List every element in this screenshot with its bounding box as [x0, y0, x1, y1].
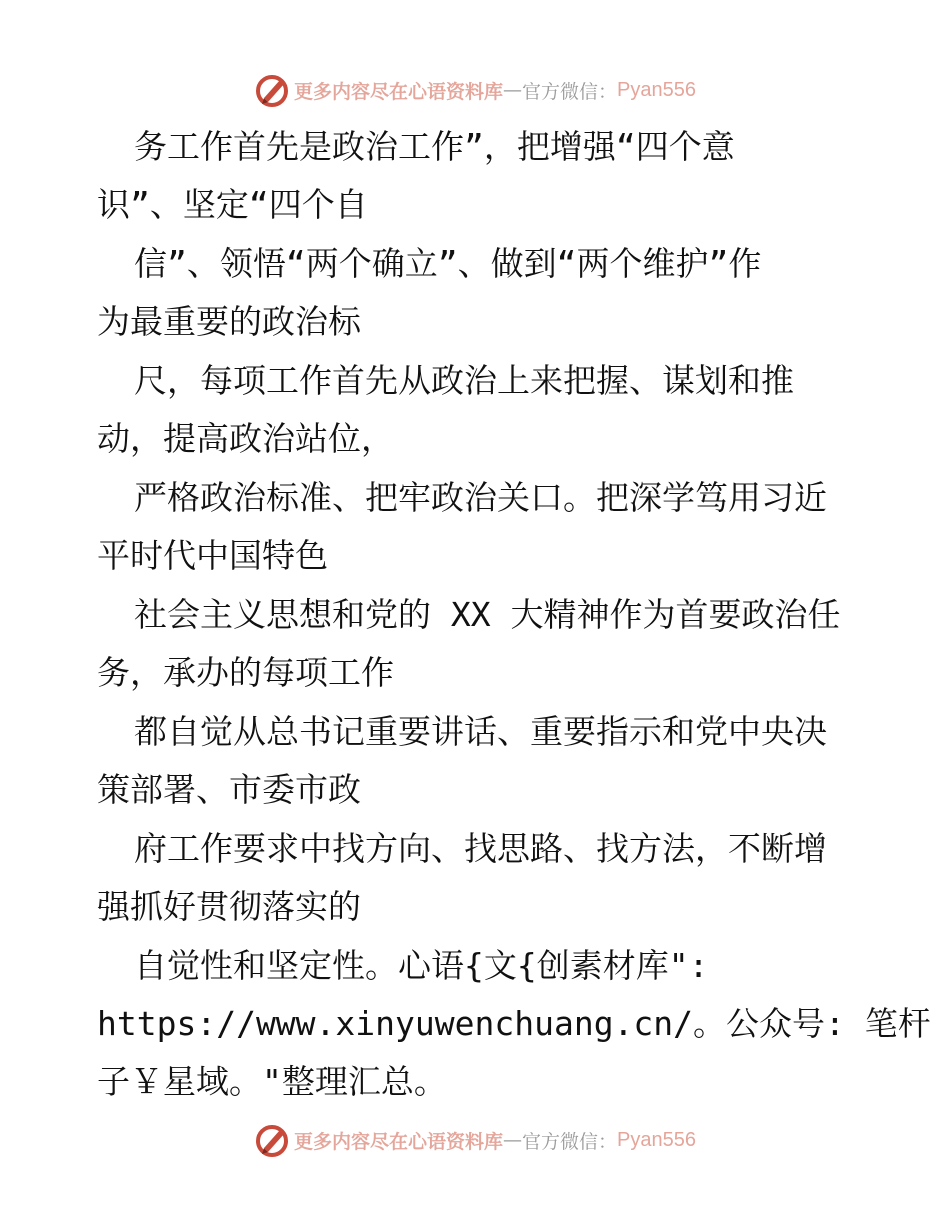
- banner-dash: —: [503, 1129, 523, 1151]
- body-line: 动，提高政治站位，: [97, 419, 394, 458]
- banner-main-text: 更多内容尽在心语资料库: [294, 1130, 504, 1153]
- banner-wechat-id: Pyan556: [617, 1128, 696, 1151]
- pen-logo-icon: [254, 72, 290, 108]
- body-line: 务，承办的每项工作: [97, 653, 394, 692]
- pen-logo-icon: [254, 1122, 290, 1158]
- banner-dash: —: [503, 79, 523, 101]
- body-line: 府工作要求中找方向、找思路、找方法，不断增: [134, 829, 827, 868]
- footer-watermark-banner: [0, 1118, 950, 1162]
- body-line: 为最重要的政治标: [97, 302, 361, 341]
- body-line: 平时代中国特色: [97, 536, 328, 575]
- body-line: 强抓好贯彻落实的: [97, 887, 361, 926]
- body-line: 尺，每项工作首先从政治上来把握、谋划和推: [134, 361, 794, 400]
- banner-wechat-id: Pyan556: [617, 78, 696, 101]
- body-line: 都自觉从总书记重要讲话、重要指示和党中央决: [134, 712, 827, 751]
- header-watermark-banner: [0, 68, 950, 112]
- body-line: 务工作首先是政治工作”，把增强“四个意: [134, 127, 735, 166]
- body-line: 信”、领悟“两个确立”、做到“两个维护”作: [134, 244, 762, 283]
- body-line: 社会主义思想和党的 XX 大精神作为首要政治任: [134, 595, 841, 634]
- banner-sub-text: 官方微信：: [522, 1130, 618, 1153]
- body-line: 子￥星域。"整理汇总。: [97, 1062, 447, 1101]
- body-line: 严格政治标准、把牢政治关口。把深学笃用习近: [134, 478, 827, 517]
- body-line: 识”、坚定“四个自: [97, 185, 368, 224]
- banner-sub-text: 官方微信：: [522, 80, 618, 103]
- body-line: https://www.xinyuwenchuang.cn/。公众号: 笔杆: [97, 1004, 931, 1043]
- body-line: 策部署、市委市政: [97, 770, 361, 809]
- banner-main-text: 更多内容尽在心语资料库: [294, 80, 504, 103]
- body-line: 自觉性和坚定性。心语{文{创素材库":: [134, 946, 709, 985]
